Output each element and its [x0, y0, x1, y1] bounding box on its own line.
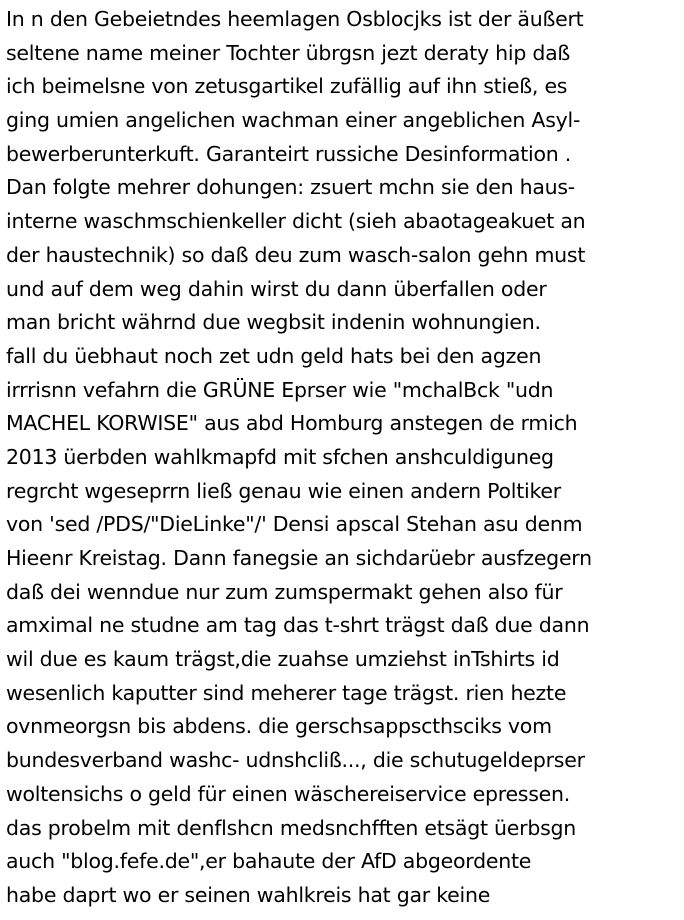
text-line: interne waschmschienkeller dicht (sieh abaotageakuet an [6, 209, 586, 234]
text-line: habe daprt wo er seinen wahlkreis hat gar keine [6, 882, 491, 907]
text-line: amximal ne studne am tag das t-shrt trägst daß due dann [6, 613, 590, 638]
text-line: MACHEL KORWISE" aus abd Homburg anstegen de rmich [6, 411, 578, 436]
text-line: der haustechnik) so daß deu zum wasch-salon gehn must [6, 242, 586, 267]
text-line: Dan folgte mehrer dohungen: zsuert mchn sie den haus- [6, 175, 575, 200]
text-line: wesenlich kaputter sind meherer tage trägst. rien hezte [6, 680, 567, 705]
text-line: von 'sed /PDS/"DieLinke"/' Densi apscal Stehan asu denm [6, 512, 583, 537]
text-line: regrcht wgeseprrn ließ genau wie einen andern Poltiker [6, 478, 561, 503]
text-line: ich beimelsne von zetusgartikel zufällig auf ihn stieß, es [6, 74, 568, 99]
text-line: Hieenr Kreistag. Dann fanegsie an sichdarüebr ausfzegern [6, 546, 592, 570]
text-line: das probelm mit denflshcn medsnchfften etsägt üerbsgn [6, 815, 577, 840]
text-line: irrrisnn vefahrn die GRÜNE Eprser wie "mchalBck "udn [6, 377, 554, 402]
text-line: 2013 üerbden wahlkmapfd mit sfchen anshculdiguneg [6, 444, 554, 469]
text-line: und auf dem weg dahin wirst du dann überfallen oder [6, 276, 547, 301]
text-line: bewerberunterkuft. Garanteirt russiche Desinformation . [6, 141, 572, 166]
text-line: In n den Gebeietndes heemlagen Osblocjks ist der äußert [6, 7, 584, 31]
text-line: wil due es kaum trägst,die zuahse umziehst inTshirts id [6, 647, 560, 672]
text-line: daß dei wenndue nur zum zumspermakt gehen also für [6, 579, 563, 604]
text-line: ovnmeorgsn bis abdens. die gerschsappscthsciks vom [6, 714, 552, 739]
text-line: bundesverband washc- udnshcliß..., die schutugeldeprser [6, 748, 585, 773]
document-body [6, 3, 682, 913]
text-line: woltensichs o geld für einen wäschereiservice epressen. [6, 781, 571, 806]
text-line: ging umien angelichen wachman einer angeblichen Asyl- [6, 108, 581, 133]
text-line: seltene name meiner Tochter übrgsn jezt deraty hip daß [6, 40, 571, 65]
text-line: fall du üebhaut noch zet udn geld hats bei den agzen [6, 343, 542, 368]
text-line: auch "blog.fefe.de",er bahaute der AfD abgeordente [6, 849, 532, 874]
text-line: man bricht währnd due wegbsit indenin wohnungien. [6, 310, 541, 335]
